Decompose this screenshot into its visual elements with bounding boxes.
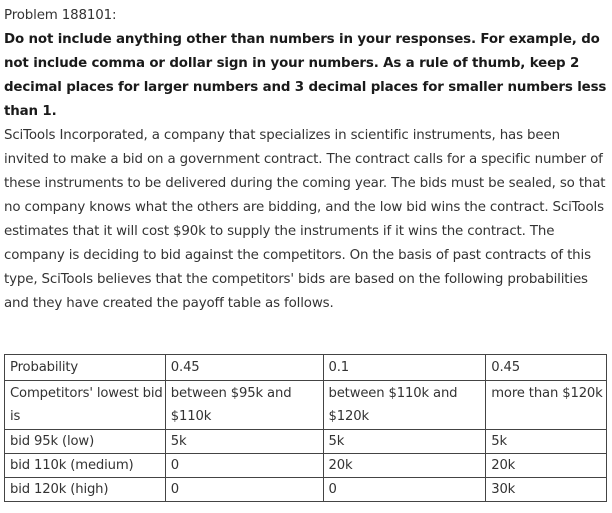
table-cell: Probability: [5, 355, 166, 381]
table-cell: 0: [165, 478, 323, 502]
problem-heading: Problem 188101:: [4, 8, 117, 23]
table-cell: 5k: [165, 430, 323, 454]
table-cell: 5k: [486, 430, 607, 454]
payoff-table: [4, 354, 607, 502]
table-cell: 0: [165, 454, 323, 478]
table-cell: 20k: [486, 454, 607, 478]
table-cell: bid 95k (low): [5, 430, 166, 454]
table-cell: 5k: [323, 430, 486, 454]
table-cell: 30k: [486, 478, 607, 502]
probability-row: [5, 355, 607, 381]
table-row: [5, 454, 607, 478]
problem-statement: [4, 4, 608, 316]
problem-body: SciTools Incorporated, a company that specializes in scientific instruments, has been invited to make a bid on a government contract. The contract calls for a specific number of these instruments to be delivered during the coming year. The bids must be sealed, so that no company knows what the others are bidding, and the low bid wins the contract. SciTools estimates that it will cost $90k to supply the instruments if it wins the contract. The company is deciding to bid against the competitors. On the basis of past contracts of this type, SciTools believes that the competitors' bids are based on the following probabilities and they have created the payoff table as follows.: [4, 128, 606, 311]
table-cell: bid 120k (high): [5, 478, 166, 502]
table-row: [5, 478, 607, 502]
lowest-bid-row: [5, 381, 607, 430]
table-row: [5, 430, 607, 454]
problem-instructions: Do not include anything other than numbers in your responses. For example, do not include comma or dollar sign in your numbers. As a rule of thumb, keep 2 decimal places for larger numbers and 3 decimal places for smaller numbers less than 1.: [4, 32, 607, 119]
table-cell: between $95k and $110k: [165, 381, 323, 430]
table-cell: 0: [323, 478, 486, 502]
table-cell: 20k: [323, 454, 486, 478]
table-cell: 0.45: [165, 355, 323, 381]
table-cell: bid 110k (medium): [5, 454, 166, 478]
table-cell: 0.1: [323, 355, 486, 381]
table-cell: Competitors' lowest bid is: [5, 381, 166, 430]
table-cell: 0.45: [486, 355, 607, 381]
table-cell: between $110k and $120k: [323, 381, 486, 430]
table-cell: more than $120k: [486, 381, 607, 430]
